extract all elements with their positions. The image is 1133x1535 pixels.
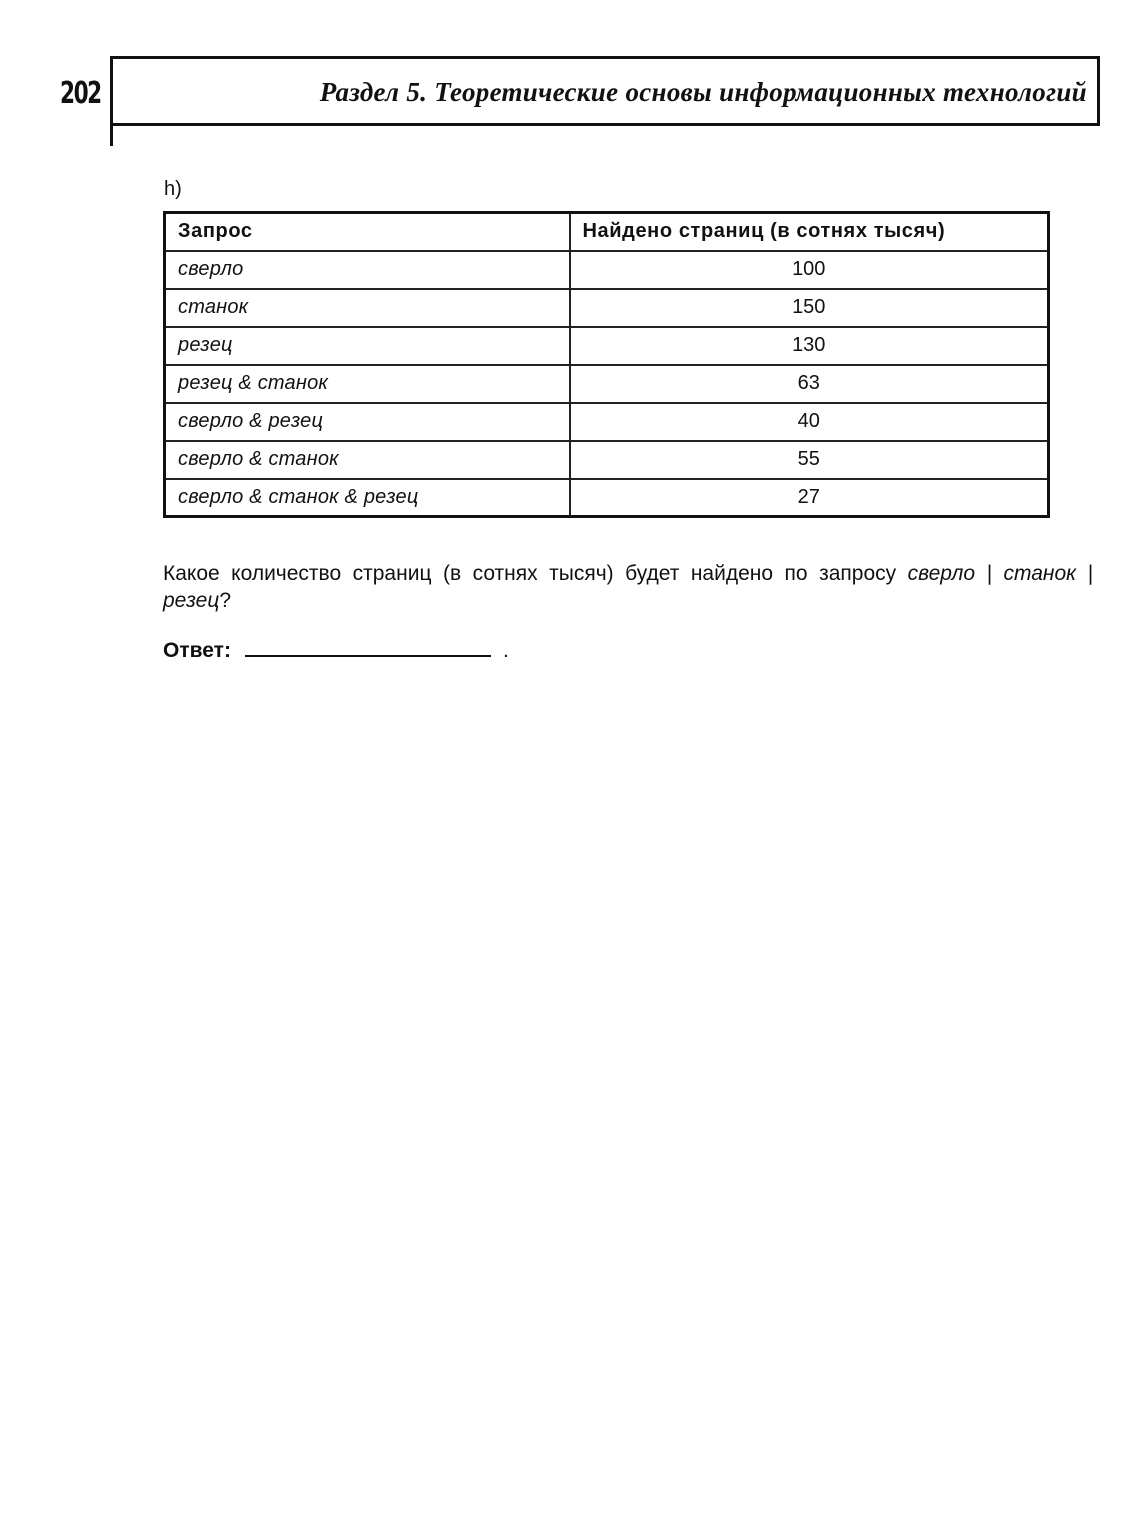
answer-row [163, 635, 509, 663]
page-number: 202 [60, 76, 101, 111]
answer-dot: . [502, 639, 509, 662]
query-cell: резец [165, 327, 570, 365]
table-row [165, 365, 1049, 403]
column-header-query: Запрос [165, 213, 570, 251]
query-cell: резец & станок [165, 365, 570, 403]
answer-field[interactable] [245, 635, 491, 657]
question-end: ? [219, 589, 232, 612]
count-cell: 100 [570, 251, 1049, 289]
table-row [165, 479, 1049, 517]
query-table [163, 211, 1050, 518]
question-query: сверло | станок | резец [163, 562, 1093, 612]
count-cell: 40 [570, 403, 1049, 441]
table-row [165, 441, 1049, 479]
table-row [165, 251, 1049, 289]
table-row [165, 403, 1049, 441]
count-cell: 63 [570, 365, 1049, 403]
query-cell: станок [165, 289, 570, 327]
table-header-row [165, 213, 1049, 251]
header-divider [110, 124, 113, 146]
task-label: h) [164, 178, 182, 200]
count-cell: 27 [570, 479, 1049, 517]
count-cell: 150 [570, 289, 1049, 327]
table-row [165, 289, 1049, 327]
query-cell: сверло [165, 251, 570, 289]
section-title: Раздел 5. Теоретические основы информационных технологий [319, 77, 1087, 107]
count-cell: 130 [570, 327, 1049, 365]
table-row [165, 327, 1049, 365]
query-cell: сверло & станок [165, 441, 570, 479]
column-header-count: Найдено страниц (в сотнях тысяч) [570, 213, 1049, 251]
section-header [110, 56, 1100, 126]
query-cell: сверло & резец [165, 403, 570, 441]
query-cell: сверло & станок & резец [165, 479, 570, 517]
question-text [163, 560, 1093, 614]
count-cell: 55 [570, 441, 1049, 479]
answer-label: Ответ: [163, 639, 231, 662]
question-body: Какое количество страниц (в сотнях тысяч) будет найдено по запросу [163, 562, 908, 585]
